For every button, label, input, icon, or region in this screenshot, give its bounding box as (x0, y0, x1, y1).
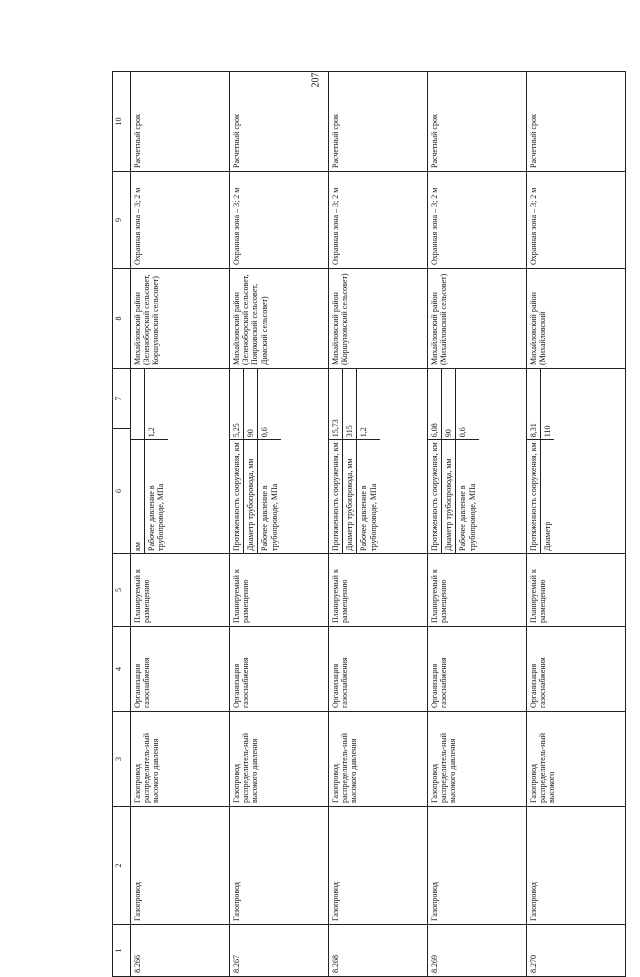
table-row (131, 72, 230, 977)
characteristic-row (456, 369, 479, 553)
characteristic-row (357, 369, 380, 553)
characteristic-name: Протяженность сооружения, км (329, 440, 343, 553)
object-name: Газопровод (527, 807, 626, 925)
col-header-7: 7 (113, 369, 131, 429)
implementation-term: Расчетный срок (230, 72, 329, 172)
characteristic-value: 90 (442, 369, 456, 440)
characteristic-row (131, 369, 145, 553)
characteristic-row (541, 369, 555, 553)
table-row (428, 72, 527, 977)
characteristic-value: 315 (343, 369, 357, 440)
purpose: Организация газоснабжения (527, 627, 626, 712)
object-type: Газопровод распределитель-ный высокого давления (428, 712, 527, 807)
characteristics-cell (527, 369, 626, 554)
row-id: 8.268 (329, 925, 428, 977)
protection-zone: Охранная зона – 3; 2 м (329, 172, 428, 269)
col-header-6: 6 (113, 429, 131, 554)
protection-zone: Охранная зона – 3; 2 м (230, 172, 329, 269)
object-type: Газопровод распределитель-ный высокого (527, 712, 626, 807)
status: Планируемый к размещению (131, 554, 230, 627)
col-header-5: 5 (113, 554, 131, 627)
characteristics-cell (329, 369, 428, 554)
characteristic-value: 90 (244, 369, 258, 440)
object-name: Газопровод (230, 807, 329, 925)
characteristics-cell (428, 369, 527, 554)
purpose: Организация газоснабжения (329, 627, 428, 712)
row-id: 8.270 (527, 925, 626, 977)
header-row (113, 72, 131, 977)
status: Планируемый к размещению (428, 554, 527, 627)
location: Михайловский район (Коршуновский сельсовет) (329, 269, 428, 369)
protection-zone: Охранная зона – 3; 2 м (131, 172, 230, 269)
object-type: Газопровод распределитель-ный высокого давления (329, 712, 428, 807)
location: Михайловский район (Зеленоборский сельсовет, Коршуновский сельсовет) (131, 269, 230, 369)
characteristics-table (131, 369, 168, 553)
table-row (329, 72, 428, 977)
characteristic-value: 1,2 (145, 369, 168, 440)
table-row (527, 72, 626, 977)
implementation-term: Расчетный срок (428, 72, 527, 172)
object-type: Газопровод распределитель-ный высокого давления (230, 712, 329, 807)
characteristic-row (329, 369, 343, 553)
row-id: 8.266 (131, 925, 230, 977)
characteristics-table (527, 369, 554, 553)
table-row (230, 72, 329, 977)
characteristic-name: Рабочее давление в трубопроводе, МПа (359, 483, 378, 551)
status: Планируемый к размещению (329, 554, 428, 627)
characteristic-row (442, 369, 456, 553)
col-header-1: 1 (113, 925, 131, 977)
characteristic-name: Рабочее давление в трубопроводе, МПа (458, 483, 477, 551)
characteristic-name: Протяженность сооружения, км (428, 440, 442, 553)
implementation-term: Расчетный срок (131, 72, 230, 172)
characteristics-table (428, 369, 479, 553)
characteristic-value (131, 369, 145, 440)
characteristic-name: Рабочее давление в трубопроводе, МПа (260, 483, 279, 551)
characteristic-value: 8,31 (527, 369, 541, 440)
object-type: Газопровод распределитель-ный высокого давления (131, 712, 230, 807)
rotated-table-sheet (112, 72, 605, 977)
characteristic-name: Протяженность сооружения, км (527, 440, 541, 553)
implementation-term: Расчетный срок (329, 72, 428, 172)
characteristic-row (230, 369, 244, 553)
characteristic-value: 6,08 (428, 369, 442, 440)
characteristic-name: Диаметр трубопровода, мм (244, 440, 258, 553)
characteristic-row (244, 369, 258, 553)
protection-zone: Охранная зона – 3; 2 м (428, 172, 527, 269)
col-header-8: 8 (113, 269, 131, 369)
characteristic-value: 110 (541, 369, 555, 440)
row-id: 8.269 (428, 925, 527, 977)
object-name: Газопровод (329, 807, 428, 925)
characteristics-cell (131, 369, 230, 554)
status: Планируемый к размещению (527, 554, 626, 627)
characteristic-value: 0,6 (258, 369, 281, 440)
characteristic-name: Диаметр трубопровода, мм (343, 440, 357, 553)
col-header-4: 4 (113, 627, 131, 712)
object-name: Газопровод (131, 807, 230, 925)
col-header-3: 3 (113, 712, 131, 807)
characteristic-value: 5,25 (230, 369, 244, 440)
purpose: Организация газоснабжения (131, 627, 230, 712)
characteristics-table (329, 369, 380, 553)
status: Планируемый к размещению (230, 554, 329, 627)
purpose: Организация газоснабжения (230, 627, 329, 712)
location: Михайловский район (Зеленоборский сельсовет, Поярковский сельсовет, Димский сельсовет) (230, 269, 329, 369)
row-id: 8.267 (230, 925, 329, 977)
characteristic-name: Протяженность сооружения, км (230, 440, 244, 553)
protection-zone: Охранная зона – 3; 2 м (527, 172, 626, 269)
col-header-9: 9 (113, 172, 131, 269)
gas-pipeline-table (112, 71, 626, 977)
col-header-2: 2 (113, 807, 131, 925)
characteristic-name: Рабочее давление в трубопроводе, МПа (147, 483, 166, 551)
characteristic-name: км (131, 440, 145, 553)
characteristic-row (145, 369, 168, 553)
characteristic-value: 0,6 (456, 369, 479, 440)
purpose: Организация газоснабжения (428, 627, 527, 712)
characteristic-row (258, 369, 281, 553)
characteristic-value: 15,73 (329, 369, 343, 440)
object-name: Газопровод (428, 807, 527, 925)
characteristics-cell (230, 369, 329, 554)
location: Михайловский район (Михайловский сельсовет) (428, 269, 527, 369)
col-header-10: 10 (113, 72, 131, 172)
characteristic-name: Диаметр трубопровода, мм (442, 440, 456, 553)
characteristic-row (428, 369, 442, 553)
page-number: 207 (310, 72, 322, 88)
characteristic-row (527, 369, 541, 553)
characteristic-name: Диаметр (543, 521, 553, 551)
implementation-term: Расчетный срок (527, 72, 626, 172)
characteristic-row (343, 369, 357, 553)
location: Михайловский район (Михайловский (527, 269, 626, 369)
characteristics-table (230, 369, 281, 553)
characteristic-value: 1,2 (357, 369, 380, 440)
